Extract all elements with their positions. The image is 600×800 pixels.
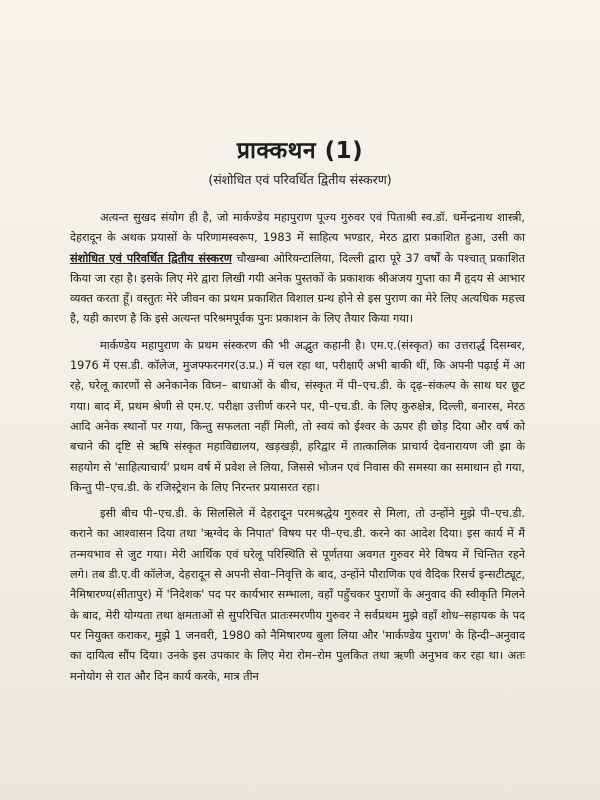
- document-body: [70, 208, 525, 693]
- paragraph-3: इसी बीच पी–एच.डी. के सिलसिले में देहरादून परमश्रद्धेय गुरुवर से मिला, तो उन्होंने मुझे पी–एच.डी. कराने का आश्वासन दिया तथा 'ऋग्वेद के निपात' विषय पर पी–एच.डी. करने का आदेश दिया। इस कार्य में मैं तन्मयभाव से जुट गया। मेरी आर्थिक एवं घरेलू परिस्थिति से पूर्णतया अवगत गुरुवर मेरे विषय में चिन्तित रहने लगे। तब डी.ए.वी कॉलेज, देहरादून से अपनी सेवा–निवृत्ति के बाद, उन्होंने पौराणिक एवं वैदिक रिसर्च इन्सटीट्यूट, नैमिषारण्य(सीतापुर) में 'निदेशक' पद पर कार्यभार सम्भाला, वहाँ पहुँचकर पुराणों के अनुवाद की स्वीकृति मिलने के बाद, मेरी योग्यता तथा क्षमताओं से सुपरिचित प्रातःस्मरणीय गुरुवर ने सर्वप्रथम मुझे वहाँ शोध–सहायक के पद पर नियुक्त कराकर, मुझे 1 जनवरी, 1980 को नैमिषारण्य बुला लिया और 'मार्कण्डेय पुराण' के हिन्दी–अनुवाद का दायित्व सौंप दिया। उनके इस उपकार के लिए मेरा रोम–रोम पुलकित तथा ऋणी अनुभव कर रहा था। अतः मनोयोग से रात और दिन कार्य करके, मात्र तीन: [70, 507, 525, 683]
- paragraph-1: [70, 208, 525, 330]
- paragraph-1-text-before: अत्यन्त सुखद संयोग ही है, जो मार्कण्डेय महापुराण पूज्य गुरुवर एवं पिताश्री स्व.डॉ. धर्मेन्द्रनाथ शास्त्री, देहरादून के अथक प्रयासों के परिणामस्वरूप, 1983 में साहित्य भण्डार, मेरठ द्वारा प्रकाशित हुआ, उसी का: [70, 211, 525, 245]
- page-title: प्राक्कथन (1): [236, 138, 364, 164]
- paragraph-2: मार्कण्डेय महापुराण के प्रथम संस्करण की भी अद्भुत कहानी है। एम.ए.(संस्कृत) का उत्तरार्द्ध दिसम्बर, 1976 में एस.डी. कॉलेज, मुजफ्फरनगर(उ.प्र.) में चल रहा था, परीक्षाएँ अभी बाकी थीं, कि अपनी पढ़ाई में आ रहे, घरेलू कारणों से अनेकानेक विघ्न– बाधाओं के बीच, संस्कृत में पी–एच.डी. के दृढ़–संकल्प के साथ घर छूट गया। बाद में, प्रथम श्रेणी से एम.ए. परीक्षा उत्तीर्ण करने पर, पी–एच.डी. के लिए कुरुक्षेत्र, दिल्ली, बनारस, मेरठ आदि अनेक स्थानों पर गया, किन्तु सफलता नहीं मिली, तो स्वयं को ईश्वर के ऊपर ही छोड़ दिया और वर्ष को बचाने की दृष्टि से ऋषि संस्कृत महाविद्यालय, खड़खड़ी, हरिद्वार में तात्कालिक प्राचार्य देवनारायण जी झा के सहयोग से 'साहित्याचार्य' प्रथम वर्ष में प्रवेश ले लिया, जिससे भोजन एवं निवास की समस्या का समाधान हो गया, किन्तु पी–एच.डी. के रजिस्ट्रेशन के लिए निरन्तर प्रयासरत रहा।: [70, 338, 525, 494]
- highlighted-phrase: संशोधित एवं परिवर्धित द्वितीय संस्करण: [70, 251, 232, 265]
- page-subtitle: (संशोधित एवं परिवर्धित द्वितीय संस्करण): [208, 172, 392, 187]
- heading-block: [0, 133, 600, 188]
- paragraph-1-text-after: चौखम्बा ओरियन्टालिया, दिल्ली द्वारा पूरे 37 वर्षों के पश्चात् प्रकाशित किया जा रहा है। इसके लिए मेरे द्वारा लिखी गयी अनेक पुस्तकों के प्रकाशक श्रीअजय गुप्ता का मैं हृदय से आभार व्यक्त करता हूँ। वस्तुतः मेरे जीवन का प्रथम प्रकाशित विशाल ग्रन्थ होने से इस पुराण का मेरे लिए अत्यधिक महत्त्व है, यही कारण है कि इसे अत्यन्त परिश्रमपूर्वक पुनः प्रकाशन के लिए तैयार किया गया।: [70, 251, 525, 326]
